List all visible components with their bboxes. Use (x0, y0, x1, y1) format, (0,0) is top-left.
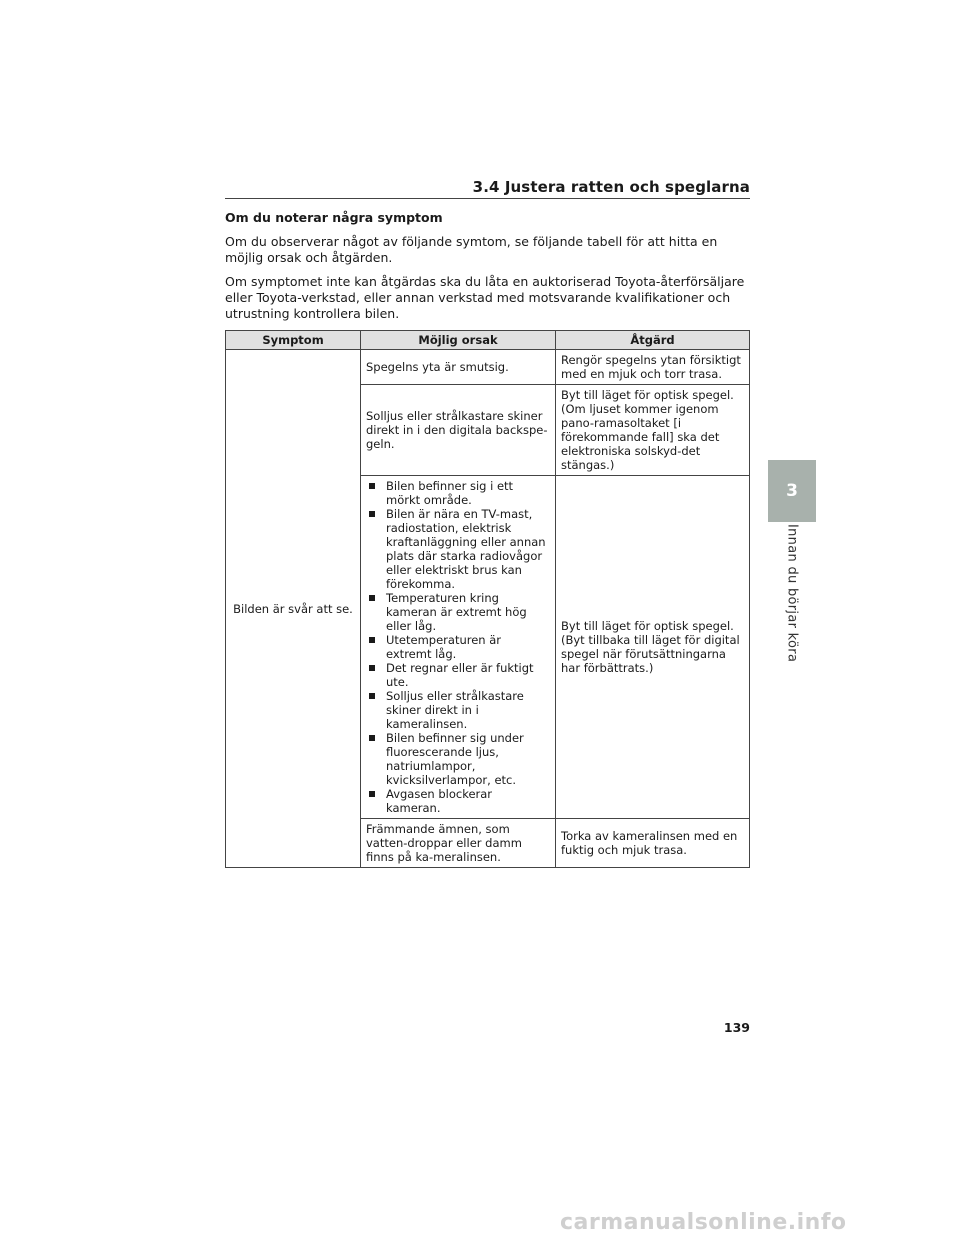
action-cell: Rengör spegelns ytan försiktigt med en mjuk och torr trasa. (556, 350, 750, 385)
chapter-tab-label: Innan du börjar köra (784, 524, 800, 663)
list-item: Bilen befinner sig i ett mörkt område. (366, 479, 550, 507)
section-title: 3.4 Justera ratten och speglarna (472, 178, 750, 196)
header-cause: Möjlig orsak (361, 331, 556, 350)
list-item: Utetemperaturen är extremt låg. (366, 633, 550, 661)
action-cell: Byt till läget för optisk spegel. (Om ljuset kommer igenom pano-ramasoltaket [i förekommande fall] ska det elektroniska solskyd-det stängas.) (556, 385, 750, 476)
cause-list-cell (361, 476, 556, 819)
chapter-tab: 3 (768, 460, 816, 522)
cause-list (366, 479, 550, 815)
list-item: Avgasen blockerar kameran. (366, 787, 550, 815)
cause-cell: Solljus eller strålkastare skiner direkt in i den digitala backspe-geln. (361, 385, 556, 476)
cause-cell: Spegelns yta är smutsig. (361, 350, 556, 385)
header-symptom: Symptom (226, 331, 361, 350)
main-content (225, 210, 750, 868)
table-row (226, 350, 750, 385)
list-item: Solljus eller strålkastare skiner direkt in i kameralinsen. (366, 689, 550, 731)
support-paragraph: Om symptomet inte kan åtgärdas ska du låta en auktoriserad Toyota-återförsäljare eller Toyota-verkstad, eller annan verkstad med motsvarande kvalifikationer och utrustning kontrollera bilen. (225, 274, 745, 321)
intro-paragraph: Om du observerar något av följande symtom, se följande tabell för att hitta en möjlig orsak och åtgärden. (225, 234, 718, 265)
action-cell: Torka av kameralinsen med en fuktig och mjuk trasa. (556, 819, 750, 868)
symptom-cell: Bilden är svår att se. (226, 350, 361, 868)
page-number: 139 (723, 1020, 750, 1035)
cause-cell: Främmande ämnen, som vatten-droppar eller damm finns på ka-meralinsen. (361, 819, 556, 868)
list-item: Bilen befinner sig under fluorescerande ljus, natriumlampor, kvicksilverlampor, etc. (366, 731, 550, 787)
header-action: Åtgärd (556, 331, 750, 350)
list-item: Det regnar eller är fuktigt ute. (366, 661, 550, 689)
action-cell: Byt till läget för optisk spegel. (Byt tillbaka till läget för digital spegel när förutsättningarna har förbättrats.) (556, 476, 750, 819)
symptom-table (225, 330, 750, 868)
list-item: Bilen är nära en TV-mast, radiostation, elektrisk kraftanläggning eller annan plats där starka radiovågor eller elektriskt brus kan förekomma. (366, 507, 550, 591)
table-header-row (226, 331, 750, 350)
watermark: carmanualsonline.info (560, 1210, 847, 1235)
content-heading: Om du noterar några symptom (225, 210, 443, 225)
header-rule (225, 198, 750, 199)
list-item: Temperaturen kring kameran är extremt hög eller låg. (366, 591, 550, 633)
